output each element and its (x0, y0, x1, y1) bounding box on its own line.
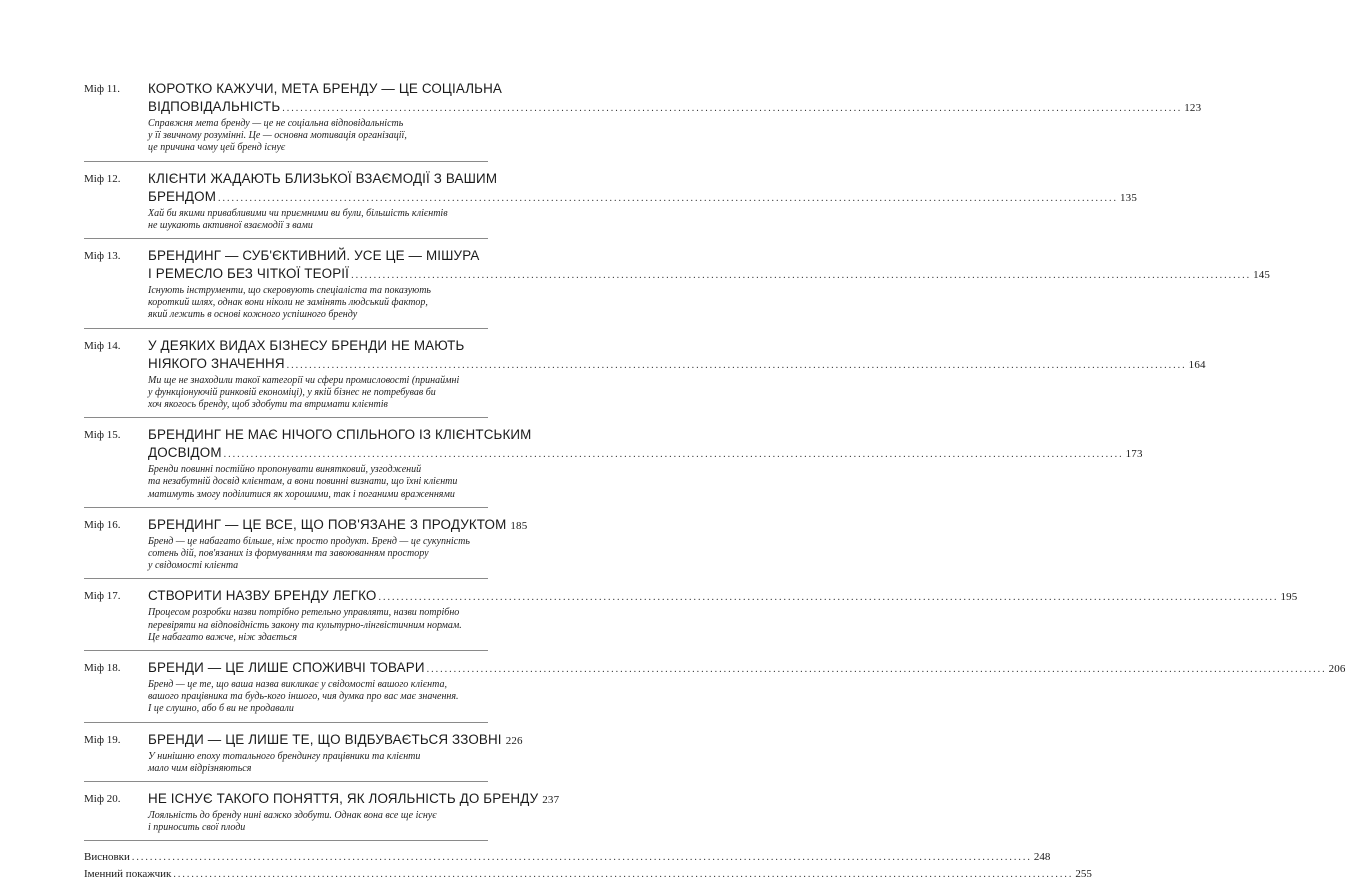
description-line: та незабутній досвід клієнтам, а вони повинні визнати, що їхні клієнти (148, 476, 458, 488)
description-line: короткий шлях, однак вони ніколи не замінять людський фактор, (148, 297, 428, 309)
toc-entry (84, 587, 1298, 651)
entry-title (148, 170, 1137, 208)
entry-description (148, 679, 488, 716)
toc-entry (84, 426, 1143, 508)
title-text: ВІДПОВІДАЛЬНІСТЬ (148, 99, 281, 114)
toc-entry (84, 247, 1271, 329)
description-line: Бренд — це набагато більше, ніж просто продукт. Бренд — це сукупність (148, 535, 470, 547)
description-line: який лежить в основі кожного успішного бренду (148, 309, 358, 321)
title-line (148, 659, 1346, 679)
title-text: БРЕНДИНГ — ЦЕ ВСЕ, ЩО ПОВ'ЯЗАНЕ З ПРОДУКТОМ (148, 516, 507, 532)
description-line: мало чим відрізняються (148, 762, 252, 774)
entry-title (148, 247, 1271, 285)
description-line: Справжня мета бренду — це не соціальна відповідальність (148, 118, 404, 129)
toc-entry (84, 170, 1137, 239)
page-number: 195 (1280, 591, 1298, 604)
toc-entry (84, 80, 1202, 162)
description-line: Хай би якими привабливими чи приємними ви були, більшість клієнтів (148, 207, 448, 219)
page-number: 164 (1188, 358, 1206, 371)
title-text: БРЕНДИ — ЦЕ ЛИШЕ ТЕ, ЩО ВІДБУВАЄТЬСЯ ЗЗОВНІ (148, 731, 502, 747)
final-entry (84, 849, 1051, 866)
entry-title (148, 80, 1202, 118)
description-line: Процесом розробки назви потрібно ретельно управляти, назви потрібно (148, 607, 460, 619)
myth-number: Міф 15. (84, 429, 121, 442)
entry-description (148, 464, 488, 501)
page-number: 237 (542, 794, 560, 807)
description-line: Лояльність до бренду нині важко здобути. Однак вона все ще існує (148, 810, 437, 822)
description-line: Існують інструменти, що скеровують спеціаліста та показують (148, 285, 431, 297)
toc-entry (84, 659, 1346, 723)
final-title: Висновки (84, 851, 130, 864)
title-text: КОРОТКО КАЖУЧИ, МЕТА БРЕНДУ — ЦЕ СОЦІАЛЬНА (148, 81, 502, 96)
entry-description (148, 285, 488, 322)
title-line (148, 337, 488, 355)
title-text: БРЕНДИНГ НЕ МАЄ НІЧОГО СПІЛЬНОГО ІЗ КЛІЄНТСЬКИМ (148, 427, 532, 443)
myth-number: Міф 19. (84, 733, 121, 746)
entry-body (148, 659, 1346, 716)
entry-title (148, 516, 528, 536)
myth-number: Міф 13. (84, 250, 121, 263)
description-line: Ми ще не знаходили такої категорії чи сфери промисловості (принаймні (148, 374, 460, 386)
description-line: перевіряти на відповідність закону та культурно-лінгвістичним нормам. (148, 619, 462, 631)
entry-description (148, 810, 488, 834)
final-title: Іменний покажчик (84, 868, 172, 881)
description-line: у її звичному розумінні. Це — основна мотивація організації, (148, 130, 407, 142)
description-line: це причина чому цей бренд існує (148, 142, 286, 154)
dot-leader: ........................................................................................................................................................................................................ (378, 592, 1279, 604)
description-line: Бренди повинні постійно пропонувати винятковий, узгоджений (148, 464, 422, 476)
page-number: 135 (1120, 191, 1137, 204)
dot-leader: ........................................................................................................................................................................................................ (131, 852, 1032, 864)
entry-body (148, 587, 1298, 644)
title-line (148, 444, 1143, 464)
myth-number: Міф 11. (84, 83, 121, 95)
entry-body (148, 516, 528, 573)
title-text: У ДЕЯКИХ ВИДАХ БІЗНЕСУ БРЕНДИ НЕ МАЮТЬ (148, 337, 465, 353)
myth-number: Міф 16. (84, 518, 121, 531)
entry-description (148, 208, 488, 232)
description-line: матимуть змогу поділитися як хорошими, так і поганими враженнями (148, 488, 455, 500)
description-line: і приносить свої плоди (148, 822, 246, 834)
title-text: СТВОРИТИ НАЗВУ БРЕНДУ ЛЕГКО (148, 588, 377, 604)
title-line (148, 265, 1271, 285)
myth-number: Міф 17. (84, 590, 121, 603)
entry-description (148, 751, 488, 775)
title-text: НІЯКОГО ЗНАЧЕННЯ (148, 355, 285, 371)
title-text: БРЕНДИНГ — СУБ'ЄКТИВНИЙ. УСЕ ЦЕ — МІШУРА (148, 248, 480, 264)
description-line: не шукають активної взаємодії з вами (148, 219, 313, 231)
title-line (148, 170, 498, 188)
dot-leader: ........................................................................................................................................................................................................ (223, 449, 1124, 461)
dot-leader: ........................................................................................................................................................................................................ (282, 103, 1183, 114)
title-line (148, 355, 1206, 375)
toc-entry (84, 790, 560, 841)
myth-number: Міф 20. (84, 793, 121, 806)
dot-leader: ........................................................................................................................................................................................................ (218, 192, 1119, 204)
description-line: у свідомості клієнта (148, 560, 239, 572)
page-number: 206 (1328, 663, 1346, 676)
toc-entry (84, 731, 523, 782)
page-number: 145 (1253, 269, 1271, 282)
title-text: НЕ ІСНУЄ ТАКОГО ПОНЯТТЯ, ЯК ЛОЯЛЬНІСТЬ ДО БРЕНДУ (148, 791, 539, 807)
description-line: сотень дій, пов'язаних із формуванням та завоюванням простору (148, 548, 429, 560)
entry-title (148, 731, 523, 751)
entry-body (148, 170, 1137, 232)
title-text: КЛІЄНТИ ЖАДАЮТЬ БЛИЗЬКОЇ ВЗАЄМОДІЇ З ВАШИМ (148, 170, 498, 186)
page-number: 248 (1033, 851, 1051, 864)
title-line (148, 731, 523, 751)
description-line: Це набагато важче, ніж здається (148, 631, 298, 643)
entry-description (148, 607, 488, 644)
entry-body (148, 80, 1202, 155)
entry-description (148, 375, 488, 412)
title-line (148, 516, 528, 536)
entry-body (148, 790, 560, 834)
myth-number: Міф 14. (84, 339, 121, 352)
dot-leader: ........................................................................................................................................................................................................ (426, 664, 1327, 676)
entry-title (148, 587, 1298, 607)
entry-description (148, 536, 488, 573)
entry-title (148, 337, 1206, 375)
dot-leader: ........................................................................................................................................................................................................ (286, 359, 1187, 371)
page-number: 173 (1125, 448, 1143, 461)
entry-title (148, 659, 1346, 679)
final-entries (84, 849, 1092, 883)
title-line (148, 247, 488, 265)
title-line (148, 98, 1202, 118)
description-line: У нинішню епоху тотального брендингу працівники та клієнти (148, 750, 421, 762)
description-line: І це слушно, або б ви не продавали (148, 703, 294, 715)
page-number: 185 (510, 519, 528, 532)
entry-body (148, 426, 1143, 501)
title-line (148, 188, 1137, 208)
entry-body (148, 731, 523, 775)
title-text: ДОСВІДОМ (148, 445, 222, 461)
entry-body (148, 247, 1271, 322)
title-line (148, 587, 1298, 607)
page-number: 255 (1075, 868, 1092, 881)
page-number: 123 (1184, 102, 1202, 114)
entry-description (148, 118, 488, 155)
final-entry (84, 866, 1092, 883)
entry-body (148, 337, 1206, 412)
title-line (148, 426, 532, 444)
myth-number: Міф 18. (84, 662, 121, 675)
dot-leader: ........................................................................................................................................................................................................ (351, 270, 1252, 282)
title-text: БРЕНДИ — ЦЕ ЛИШЕ СПОЖИВЧІ ТОВАРИ (148, 660, 425, 676)
description-line: Бренд — це те, що ваша назва викликає у свідомості вашого клієнта, (148, 679, 447, 691)
description-line: у функціонуючій ринковій економіці), у якій бізнес не потребував би (148, 386, 436, 398)
toc-entry (84, 516, 528, 580)
entry-title (148, 790, 560, 810)
myth-number: Міф 12. (84, 172, 121, 185)
title-text: БРЕНДОМ (148, 188, 217, 204)
description-line: вашого працівника та будь-кого іншого, чия думка про вас має значення. (148, 691, 459, 703)
description-line: хоч якогось бренду, щоб здобути та втримати клієнтів (148, 399, 388, 411)
title-line (148, 790, 560, 810)
page-number: 226 (505, 734, 523, 747)
title-line (148, 80, 502, 98)
title-text: І РЕМЕСЛО БЕЗ ЧІТКОЇ ТЕОРІЇ (148, 266, 350, 282)
entry-title (148, 426, 1143, 464)
toc-entry (84, 337, 1206, 419)
dot-leader: ........................................................................................................................................................................................................ (173, 869, 1074, 881)
table-of-contents (84, 80, 1346, 883)
